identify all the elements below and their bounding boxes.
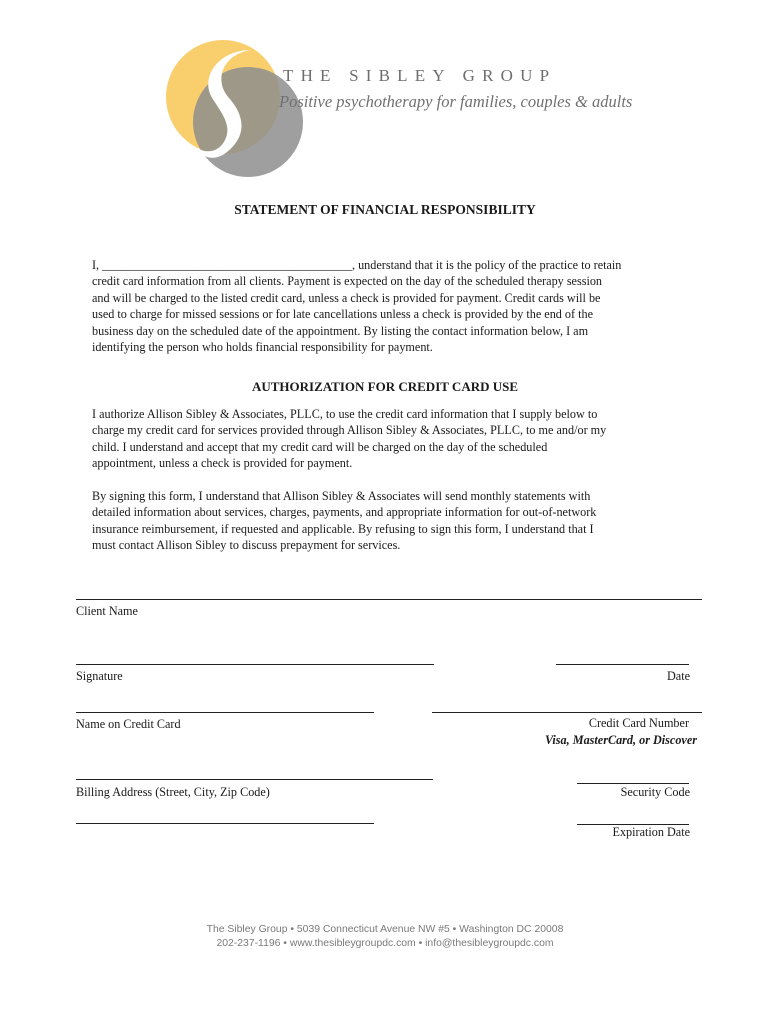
org-name: THE SIBLEY GROUP (283, 66, 557, 85)
signing-line: By signing this form, I understand that Allison Sibley & Associates will send monthly statements with (92, 489, 591, 503)
authorization-line: appointment, unless a check is provided for payment. (92, 456, 353, 471)
footer-address: The Sibley Group • 5039 Connecticut Avenue NW #5 • Washington DC 20008 (206, 924, 564, 935)
signing-line: detailed information about services, charges, payments, and appropriate information for out-of-network (92, 505, 597, 520)
org-tagline: Positive psychotherapy for families, couples & adults (279, 92, 633, 111)
client-name-label: Client Name (76, 604, 138, 618)
statement-line: identifying the person who holds financial responsibility for payment. (92, 340, 433, 355)
client-name-line[interactable] (76, 599, 702, 600)
footer-contact: 202-237-1196 • www.thesibleygroupdc.com • info@thesibleygroupdc.com (216, 938, 554, 949)
signature-label: Signature (76, 669, 123, 683)
card-number-line[interactable] (432, 712, 702, 713)
statement-line: business day on the scheduled date of the appointment. By listing the contact information below, I am (92, 323, 589, 338)
billing-address-line-2[interactable] (76, 823, 374, 824)
statement-line: used to charge for missed sessions or for late cancellations unless a check is provided by the end of the (92, 307, 594, 322)
billing-address-label: Billing Address (Street, City, Zip Code) (76, 785, 270, 799)
statement-line: I, _________________________________________, understand that it is the policy of the practice to retain (92, 258, 622, 272)
name-on-card-label: Name on Credit Card (76, 717, 181, 731)
security-code-line[interactable] (577, 783, 689, 784)
authorization-paragraph (92, 406, 692, 472)
statement-line: and will be charged to the listed credit card, unless a check is provided for payment. Credit cards will be (92, 290, 601, 305)
signature-line[interactable] (76, 664, 434, 665)
signing-line: must contact Allison Sibley to discuss prepayment for services. (92, 538, 401, 553)
authorization-line: child. I understand and accept that my credit card will be charged on the day of the scheduled (92, 439, 548, 454)
authorization-line: I authorize Allison Sibley & Associates, PLLC, to use the credit card information that I supply below to (92, 407, 598, 421)
card-types-label: Visa, MasterCard, or Discover (544, 733, 697, 747)
security-code-label: Security Code (620, 785, 690, 799)
signing-line: insurance reimbursement, if requested and applicable. By refusing to sign this form, I understand that I (92, 521, 594, 536)
date-label: Date (666, 669, 690, 683)
authorization-line: charge my credit card for services provided through Allison Sibley & Associates, PLLC, to me and/or my (92, 423, 607, 438)
signing-paragraph (92, 488, 692, 554)
authorization-title: AUTHORIZATION FOR CREDIT CARD USE (251, 379, 519, 394)
date-line[interactable] (556, 664, 689, 665)
expiration-date-label: Expiration Date (612, 825, 690, 839)
billing-address-line[interactable] (76, 779, 433, 780)
statement-paragraph (92, 257, 692, 355)
statement-line: credit card information from all clients. Payment is expected on the day of the scheduled therapy session (92, 274, 603, 289)
statement-title: STATEMENT OF FINANCIAL RESPONSIBILITY (234, 202, 536, 217)
card-number-label: Credit Card Number (588, 716, 689, 730)
name-on-card-line[interactable] (76, 712, 374, 713)
